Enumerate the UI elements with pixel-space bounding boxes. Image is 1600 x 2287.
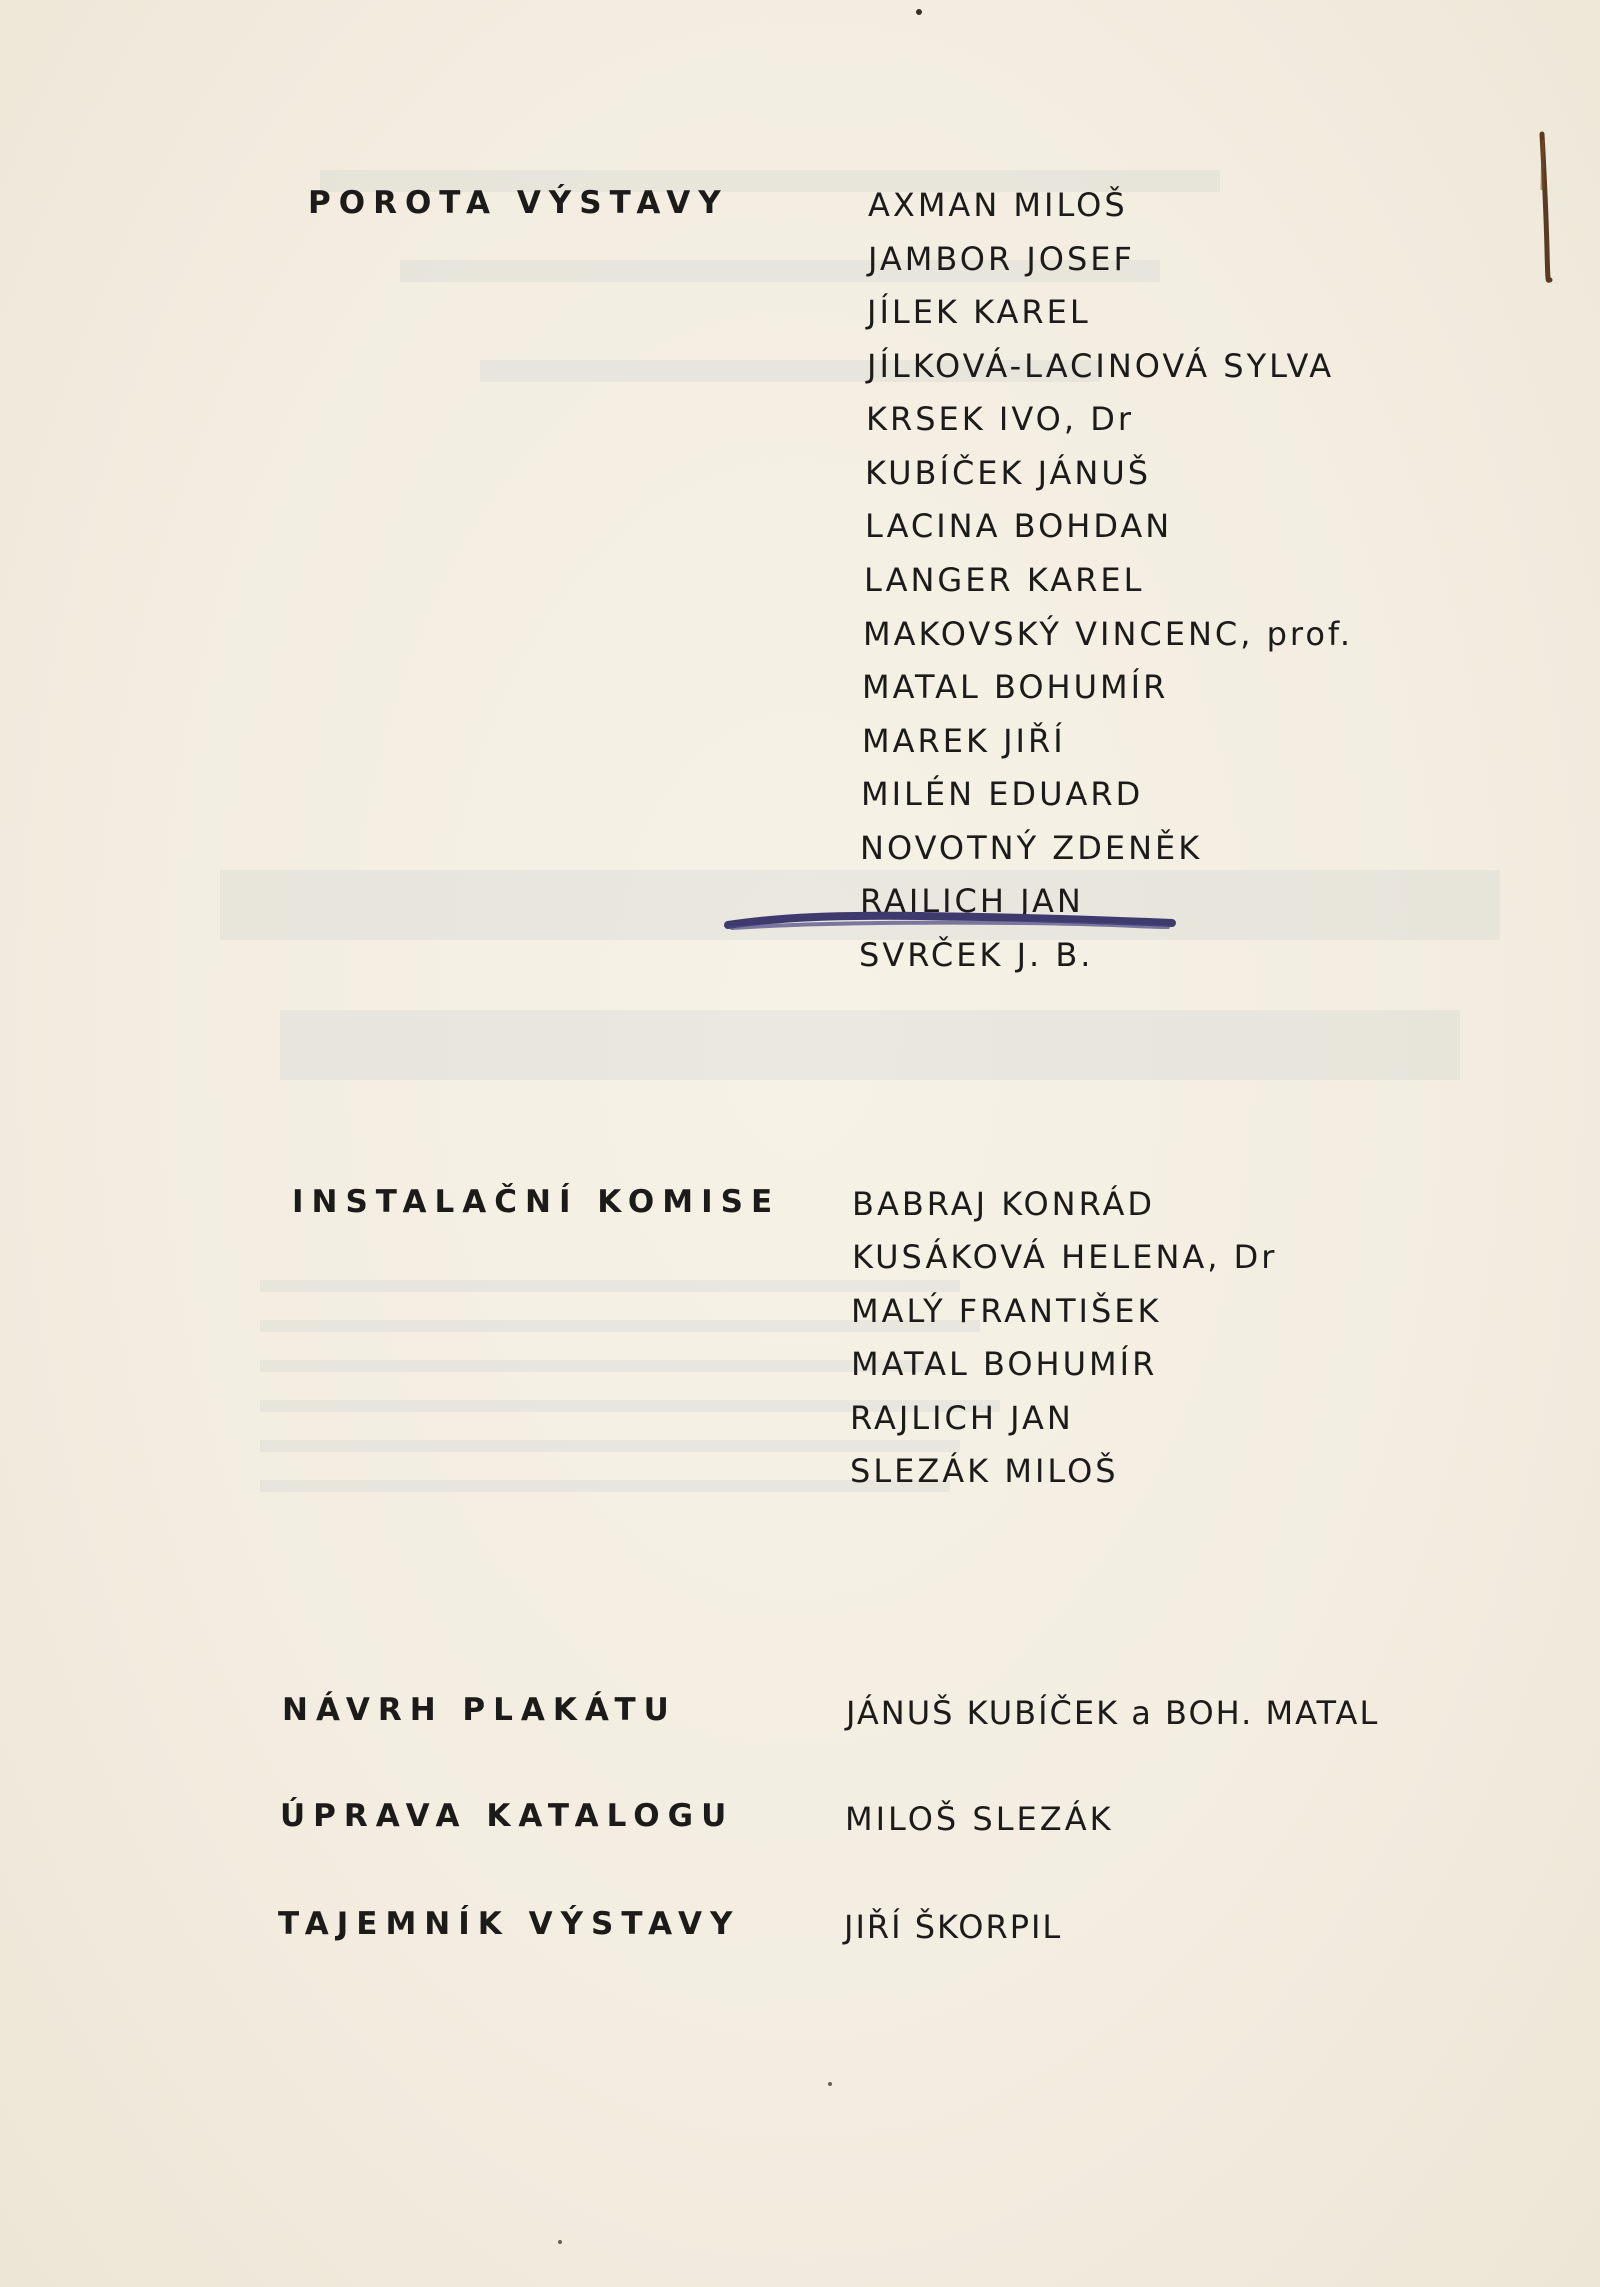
- secretary-label: TAJEMNÍK VÝSTAVY: [278, 1906, 741, 1942]
- installation-member: SLEZÁK MILOŠ: [850, 1452, 1119, 1490]
- installation-member: KUSÁKOVÁ HELENA, Dr: [852, 1238, 1278, 1276]
- ink-strikethrough: [720, 903, 1180, 943]
- installation-member: RAJLICH JAN: [850, 1399, 1074, 1437]
- jury-member: LANGER KAREL: [864, 561, 1145, 599]
- show-through-texture: [220, 150, 1500, 1950]
- catalogue-label: ÚPRAVA KATALOGU: [280, 1798, 735, 1834]
- speck-mark: [826, 2080, 834, 2088]
- jury-member: SVRČEK J. B.: [859, 936, 1094, 974]
- jury-member: MILÉN EDUARD: [861, 775, 1144, 813]
- rust-stain-mark: [1530, 130, 1560, 290]
- installation-member: MATAL BOHUMÍR: [851, 1345, 1158, 1383]
- jury-member: RAJLICH JAN: [860, 882, 1084, 920]
- jury-label: POROTA VÝSTAVY: [308, 185, 729, 221]
- poster-value: JÁNUŠ KUBÍČEK a BOH. MATAL: [846, 1694, 1380, 1732]
- jury-member: MATAL BOHUMÍR: [862, 668, 1169, 706]
- poster-label: NÁVRH PLAKÁTU: [282, 1692, 677, 1728]
- jury-member: MAKOVSKÝ VINCENC, prof.: [863, 615, 1354, 653]
- speck-mark: [556, 2238, 564, 2246]
- catalogue-value: MILOŠ SLEZÁK: [845, 1800, 1114, 1838]
- jury-member: MAREK JIŘÍ: [862, 722, 1066, 760]
- jury-member: JÍLKOVÁ-LACINOVÁ SYLVA: [867, 347, 1335, 385]
- speck-mark: [914, 6, 924, 18]
- jury-member: JÍLEK KAREL: [867, 293, 1091, 331]
- jury-member: AXMAN MILOŠ: [868, 186, 1128, 224]
- secretary-value: JIŘÍ ŠKORPIL: [844, 1908, 1063, 1946]
- jury-member: JAMBOR JOSEF: [868, 240, 1135, 278]
- jury-member: KUBÍČEK JÁNUŠ: [865, 454, 1152, 492]
- installation-member: MALÝ FRANTIŠEK: [851, 1292, 1162, 1330]
- jury-member: KRSEK IVO, Dr: [866, 400, 1134, 438]
- installation-label: INSTALAČNÍ KOMISE: [292, 1184, 781, 1220]
- jury-member: NOVOTNÝ ZDENĚK: [860, 829, 1203, 867]
- installation-member: BABRAJ KONRÁD: [852, 1185, 1156, 1223]
- jury-member: LACINA BOHDAN: [865, 507, 1173, 545]
